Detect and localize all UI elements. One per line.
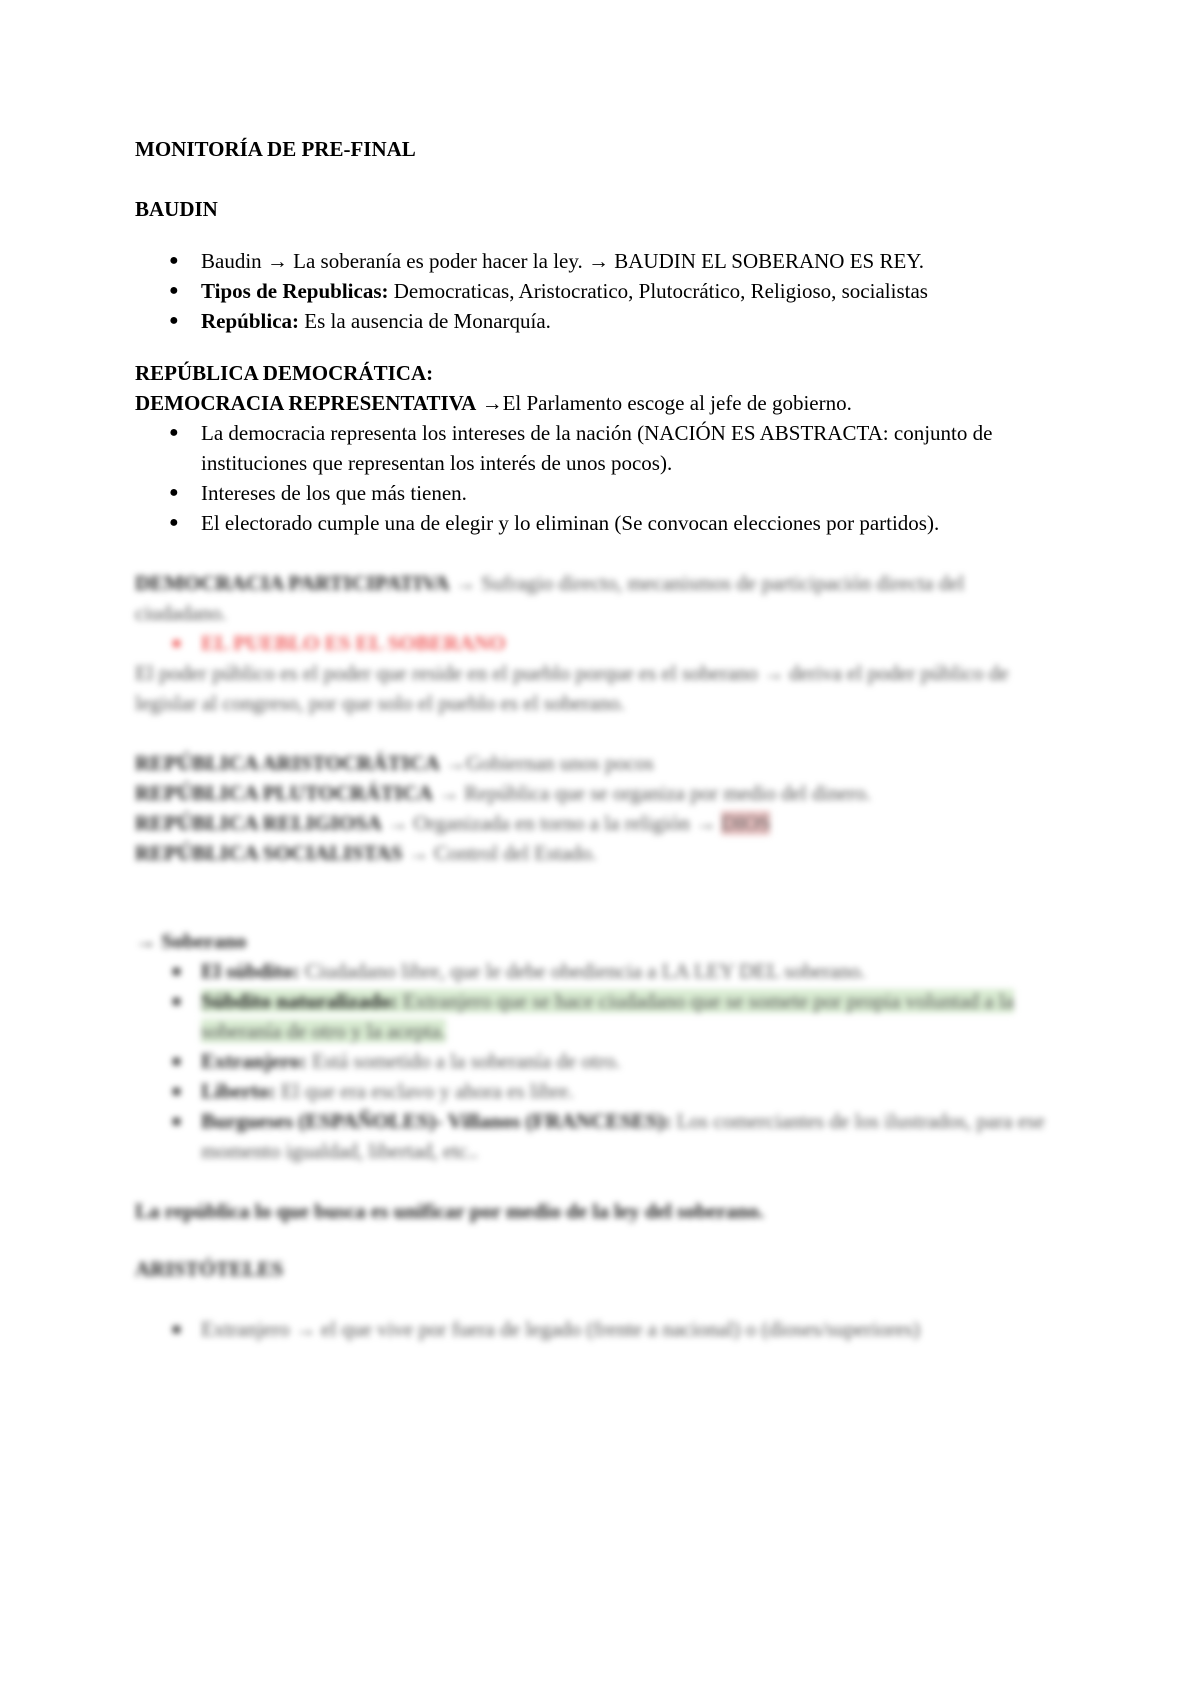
democracia-representativa: DEMOCRACIA REPRESENTATIVA →El Parlamento escoge al jefe de gobierno.: [135, 391, 852, 415]
tipo-religiosa: REPÚBLICA RELIGIOSA → Organizada en torno a la religión → DIOS: [135, 811, 771, 835]
list-item: ● Tipos de Republicas: Democraticas, Aristocratico, Plutocrático, Religioso, socialistas: [135, 276, 1055, 306]
tipo-aristocratica: REPÚBLICA ARISTOCRÁTICA →Gobiernan unos pocos: [135, 751, 654, 775]
heading-soberano: → Soberano: [135, 929, 247, 953]
list-item: ● Intereses de los que más tienen.: [135, 478, 1055, 508]
heading-baudin: BAUDIN: [135, 197, 218, 221]
list-item: El súbdito: Ciudadano libre, que le debe obediencia a LA LEY DEL soberano.: [135, 956, 1055, 986]
list-item: Burgueses (ESPAÑOLES)- Villanos (FRANCESES): Los comerciantes de los ilustrados, para ese momento igualdad, libertad, etc..: [135, 1106, 1055, 1166]
list-item: ● Baudin → La soberanía es poder hacer la ley. → BAUDIN EL SOBERANO ES REY.: [135, 246, 1055, 276]
list-item: ● La democracia representa los intereses de la nación (NACIÓN ES ABSTRACTA: conjunto de instituciones que representan los interés de unos pocos).: [135, 418, 1055, 478]
list-item: Liberto: El que era esclavo y ahora es libre.: [135, 1076, 1055, 1106]
list-item: ● República: Es la ausencia de Monarquía.: [135, 306, 1055, 336]
baudin-list: [135, 246, 1055, 336]
soberano-list: [135, 956, 1055, 1166]
democratica-list: [135, 418, 1055, 538]
poder-publico-paragraph: El poder público es el poder que reside en el pueblo porque es el soberano → deriva el poder público de legislar al congreso, por que solo el pueblo es el soberano.: [135, 661, 1009, 715]
tipo-socialistas: REPÚBLICA SOCIALISTAS → Control del Estado.: [135, 841, 597, 865]
conclusion: La república lo que busca es unificar por medio de la ley del soberano.: [135, 1199, 764, 1223]
list-item: EL PUEBLO ES EL SOBERANO: [135, 628, 1055, 658]
list-item: ● El electorado cumple una de elegir y lo eliminan (Se convocan elecciones por partidos).: [135, 508, 1055, 538]
democracia-participativa: DEMOCRACIA PARTICIPATIVA → Sufragio directo, mecanismos de participación directa del ciudadano.: [135, 571, 965, 625]
aristoteles-list: [135, 1314, 1055, 1344]
document-page: [135, 134, 1055, 1344]
tipo-plutocratica: REPÚBLICA PLUTOCRÁTICA → República que se organiza por medio del dinero.: [135, 781, 871, 805]
document-title: MONITORÍA DE PRE-FINAL: [135, 137, 416, 161]
heading-aristoteles: ARISTÓTELES: [135, 1257, 284, 1281]
list-item: Extranjero → el que vive por fuera de legado (frente a nacional) o (dioses/superiores): [135, 1314, 1055, 1344]
list-item: Súbdito naturalizado: Extranjero que se hace ciudadano que se somete por propia voluntad a la soberanía de otro y la acepta.: [135, 986, 1055, 1046]
heading-republica-democratica: REPÚBLICA DEMOCRÁTICA:: [135, 361, 434, 385]
list-item: Extranjero: Está sometido a la soberanía de otro.: [135, 1046, 1055, 1076]
blurred-section: [135, 538, 1055, 1344]
